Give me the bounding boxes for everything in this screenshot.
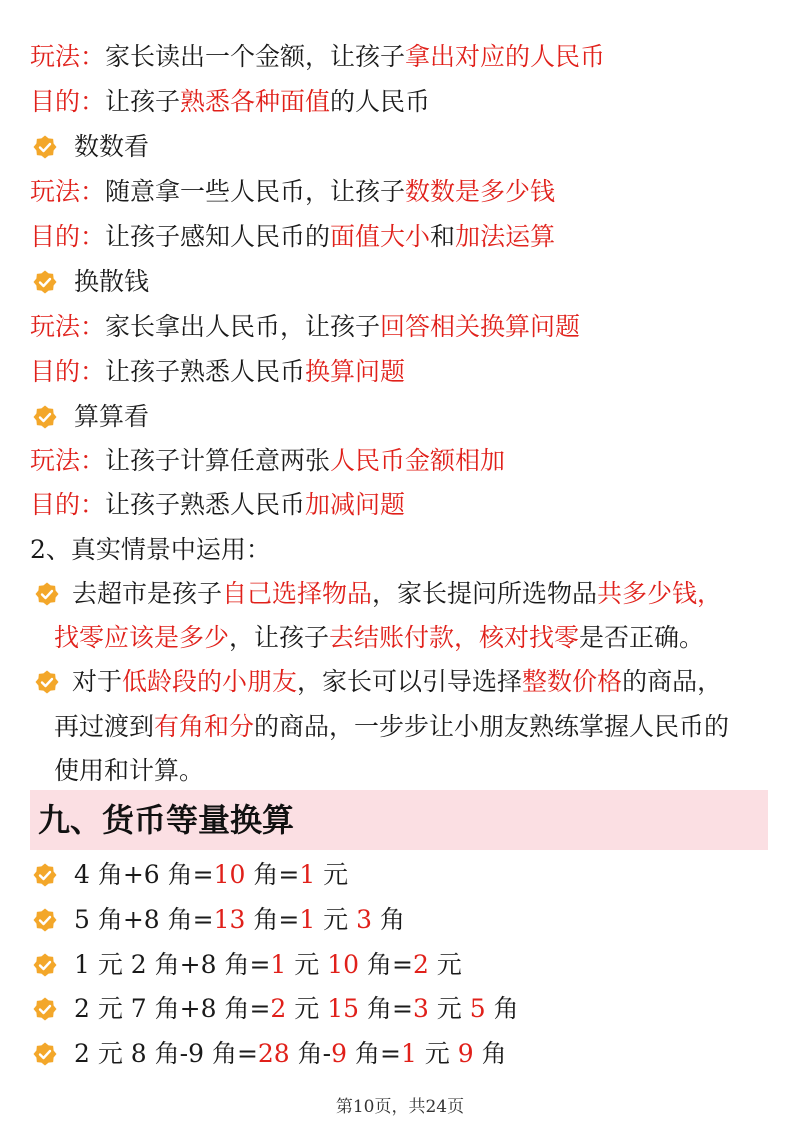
body-text: 的人民币 <box>330 87 431 116</box>
highlight-text: 目的： <box>30 357 106 386</box>
highlight-text: 13 <box>213 905 246 934</box>
highlight-text: 3 <box>356 905 373 934</box>
body-text: 使用和计算。 <box>54 756 205 785</box>
body-text: 家长读出一个金额，让孩子 <box>105 42 406 71</box>
body-text: 是否正确。 <box>579 623 705 652</box>
body-text: 让孩子感知人民币的 <box>105 222 331 251</box>
instruction-line <box>30 175 780 209</box>
body-text: ，家长可以引导选择 <box>297 667 523 696</box>
body-text: 元 <box>428 950 462 979</box>
bullet-heading: 数数看 <box>74 132 150 161</box>
body-text: 让孩子计算任意两张 <box>105 446 331 475</box>
bullet-heading: 算算看 <box>74 402 150 431</box>
paragraph-line <box>72 665 780 699</box>
highlight-text: 找零应该是多少 <box>54 623 230 652</box>
highlight-text: 拿出对应的人民币 <box>405 42 606 71</box>
highlight-text: 1 <box>299 905 316 934</box>
paragraph-line <box>54 710 780 744</box>
body-text: 角= <box>245 860 300 889</box>
highlight-text: 2 <box>412 950 429 979</box>
equation-line <box>74 948 780 982</box>
body-text: 元 <box>286 994 328 1023</box>
highlight-text: 1 <box>270 950 287 979</box>
highlight-text: 回答相关换算问题 <box>380 312 581 341</box>
highlight-text: 玩法： <box>30 446 106 475</box>
body-text: 元 <box>428 994 470 1023</box>
bullet-heading: 换散钱 <box>74 267 150 296</box>
body-text: 元 <box>416 1039 458 1068</box>
highlight-text: 10 <box>327 950 360 979</box>
highlight-text: 2 <box>270 994 287 1023</box>
subheading: 2、真实情景中运用： <box>30 535 271 564</box>
body-text: 角 <box>485 994 519 1023</box>
highlight-text: 10 <box>213 860 246 889</box>
body-text: 和 <box>430 222 456 251</box>
body-text: 随意拿一些人民币，让孩子 <box>105 177 406 206</box>
equation-line <box>74 903 780 937</box>
highlight-text: 15 <box>327 994 360 1023</box>
instruction-line <box>30 444 780 478</box>
paragraph-line <box>54 754 780 788</box>
paragraph-line <box>54 621 780 655</box>
highlight-text: 换算问题 <box>305 357 406 386</box>
highlight-text: 28 <box>257 1039 290 1068</box>
highlight-text: 1 <box>299 860 316 889</box>
body-text: 角= <box>359 950 413 979</box>
highlight-text: 玩法： <box>30 42 106 71</box>
highlight-text: 玩法： <box>30 177 106 206</box>
highlight-text: 5 <box>469 994 486 1023</box>
instruction-line <box>30 40 780 74</box>
body-text: ，让孩子 <box>229 623 330 652</box>
instruction-line <box>30 355 780 389</box>
check-badge-icon <box>33 135 57 159</box>
body-text: 2 元 7 角+8 角= <box>74 994 271 1023</box>
body-text: 家长拿出人民币，让孩子 <box>105 312 381 341</box>
page-footer: 第10页，共24页 <box>335 1097 465 1117</box>
equation-line <box>74 1037 780 1071</box>
body-text: ，家长提问所选物品 <box>372 579 598 608</box>
highlight-text: 9 <box>457 1039 474 1068</box>
highlight-text: 3 <box>412 994 429 1023</box>
highlight-text: 目的： <box>30 87 106 116</box>
equation-line <box>74 992 780 1026</box>
highlight-text: 去结账付款，核对找零 <box>329 623 580 652</box>
body-text: 2 元 8 角-9 角= <box>74 1039 258 1068</box>
instruction-line <box>30 85 780 119</box>
body-text: 对于 <box>72 667 123 696</box>
body-text: 让孩子 <box>105 87 181 116</box>
check-badge-icon <box>33 997 57 1021</box>
check-badge-icon <box>35 582 59 606</box>
instruction-line <box>30 220 780 254</box>
check-badge-icon <box>33 270 57 294</box>
highlight-text: 自己选择物品 <box>222 579 373 608</box>
check-badge-icon <box>33 908 57 932</box>
body-text: 角 <box>473 1039 507 1068</box>
highlight-text: 整数价格 <box>522 667 623 696</box>
body-text: 的商品， <box>622 667 723 696</box>
highlight-text: 数数是多少钱 <box>405 177 556 206</box>
check-badge-icon <box>33 863 57 887</box>
body-text: 角= <box>245 905 300 934</box>
body-text: 元 <box>315 860 349 889</box>
highlight-text: 人民币金额相加 <box>330 446 506 475</box>
section-title: 九、货币等量换算 <box>38 801 295 839</box>
body-text: 元 <box>315 905 357 934</box>
body-text: 的商品，一步步让小朋友熟练掌握人民币的 <box>254 712 730 741</box>
check-badge-icon <box>33 953 57 977</box>
body-text: 让孩子熟悉人民币 <box>105 357 306 386</box>
check-badge-icon <box>33 1042 57 1066</box>
highlight-text: 加法运算 <box>455 222 556 251</box>
highlight-text: 有角和分 <box>154 712 255 741</box>
equation-line <box>74 858 780 892</box>
body-text: 1 元 2 角+8 角= <box>74 950 271 979</box>
highlight-text: 面值大小 <box>330 222 431 251</box>
body-text: 再过渡到 <box>54 712 155 741</box>
check-badge-icon <box>35 670 59 694</box>
body-text: 角= <box>347 1039 401 1068</box>
highlight-text: 熟悉各种面值 <box>180 87 331 116</box>
body-text: 角= <box>359 994 413 1023</box>
body-text: 元 <box>286 950 328 979</box>
paragraph-line <box>72 577 780 611</box>
highlight-text: 9 <box>331 1039 348 1068</box>
highlight-text: 低龄段的小朋友 <box>122 667 298 696</box>
body-text: 去超市是孩子 <box>72 579 223 608</box>
highlight-text: 加减问题 <box>305 490 406 519</box>
body-text: 角 <box>372 905 405 934</box>
body-text: 角- <box>289 1039 332 1068</box>
body-text: 5 角+8 角= <box>74 905 214 934</box>
instruction-line <box>30 310 780 344</box>
body-text: 4 角+6 角= <box>74 860 214 889</box>
highlight-text: 玩法： <box>30 312 106 341</box>
highlight-text: 目的： <box>30 490 106 519</box>
check-badge-icon <box>33 405 57 429</box>
instruction-line <box>30 488 780 522</box>
body-text: 让孩子熟悉人民币 <box>105 490 306 519</box>
highlight-text: 共多少钱， <box>597 579 723 608</box>
highlight-text: 1 <box>400 1039 417 1068</box>
highlight-text: 目的： <box>30 222 106 251</box>
